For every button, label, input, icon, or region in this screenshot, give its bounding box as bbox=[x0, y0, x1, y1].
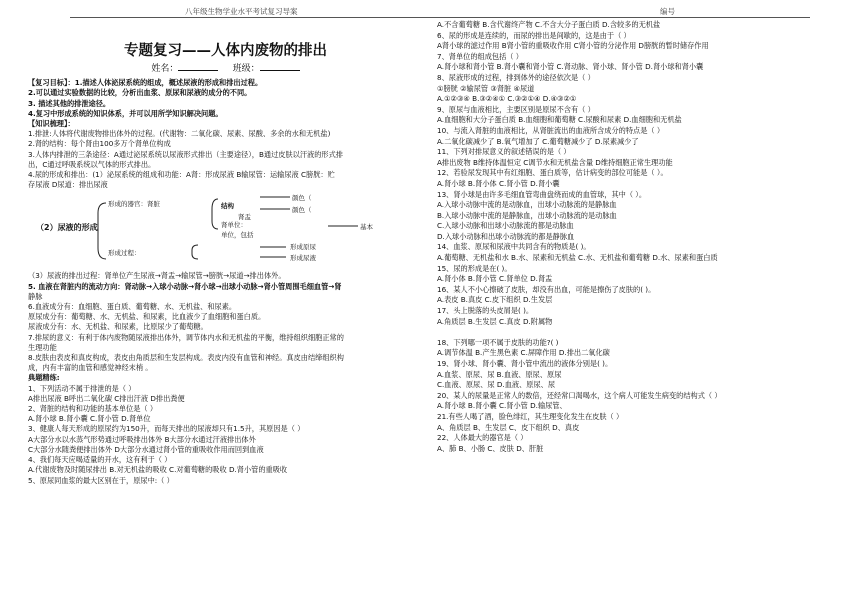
header-course: 八年级生物学业水平考试复习导案 bbox=[185, 7, 298, 16]
diagram-sub: 颜色（ bbox=[292, 206, 312, 215]
question-line: A.葡萄糖、无机盐和水 B.水、尿素和无机盐 C.水、无机盐和葡萄糖 D.水、尿素和蛋白质 bbox=[437, 253, 718, 263]
diagram-proc1: 形成原尿 bbox=[290, 243, 316, 252]
knowledge-line: 生理功能 bbox=[28, 342, 57, 352]
goals-title: 【复习目标】： bbox=[28, 78, 75, 88]
question-line: 1、下列活动不属于排泄的是（ ） bbox=[28, 383, 136, 393]
class-blank[interactable] bbox=[260, 70, 300, 71]
structure-bracket bbox=[212, 199, 218, 229]
diagram-sub: 颜色（ bbox=[292, 194, 312, 203]
question-line: 11、下列对排尿意义的叙述错误的是（ ） bbox=[437, 147, 571, 157]
knowledge-title: 【知识梳理】： bbox=[28, 119, 75, 129]
question-line: 8、尿液形成的过程，排到体外的途径依次是（ ） bbox=[437, 72, 595, 82]
question-line: 15、尿的形成是在( )。 bbox=[437, 263, 512, 273]
question-line: 19、肾小球、肾小囊、肾小管中流出的液体分别是( )。 bbox=[437, 359, 613, 368]
class-label: 班级： bbox=[232, 64, 260, 74]
diagram-organ: 形成的器官：肾脏 bbox=[108, 200, 160, 209]
question-line: A.不含葡萄糖 B.含代谢终产物 C.不含大分子蛋白质 D.含较多的无机盐 bbox=[437, 20, 661, 29]
knowledge-line: 3.人体内排泄的三条途径：A通过泌尿系统以尿液形式排出（主要途径），B通过皮肤以汗液的形式排 bbox=[28, 149, 343, 159]
question-line: 12、若验尿发现其中有红细胞、蛋白质等，估计病变的部位可能是（ ）。 bbox=[437, 168, 668, 178]
question-line: 13、肾小球是由许多毛细血管弯曲盘绕而成的血管球，其中（ ）。 bbox=[437, 189, 647, 199]
question-line: 9、原尿与血液相比，主要区别是原尿不含有（ ） bbox=[437, 104, 595, 114]
knowledge-line: 2.肾的结构：每个肾由100多万个肾单位构成 bbox=[28, 139, 171, 149]
question-line: C.入球小动脉和出球小动脉流的都是动脉血 bbox=[437, 221, 574, 231]
question-line: 10、与流入肾脏的血液相比，从肾脏流出的血液所含成分的特点是（ ） bbox=[437, 125, 665, 135]
question-line: A排出尿液 B呼出二氧化碳 C排出汗液 D排出粪便 bbox=[28, 393, 185, 403]
knowledge-line: 存尿液 D尿道：排出尿液 bbox=[28, 180, 108, 190]
knowledge-line: （3）尿液的排出过程：肾单位产生尿液→肾盂→输尿管→膀胱→尿道→排出体外。 bbox=[28, 271, 286, 281]
question-line: 3、健康人每天形成的原尿约为150升，而每天排出的尿液却只有1.5升，其原因是（ ） bbox=[28, 424, 305, 434]
question-line: 16、某人不小心擦破了皮肤，却没有出血，可能是擦伤了皮肤的( )。 bbox=[437, 284, 656, 294]
question-line: A.入球小动脉中流的是动脉血，出球小动脉流的是静脉血 bbox=[437, 200, 617, 210]
knowledge-line: 8.皮肤由表皮和真皮构成，表皮由角质层和生发层构成。表皮内没有血管和神经。真皮由结缔组织构 bbox=[28, 353, 344, 363]
practice-title: 典题精练: bbox=[28, 373, 60, 383]
goals-line bbox=[28, 78, 423, 88]
name-label: 姓名： bbox=[151, 64, 179, 74]
question-line: 20、某人的尿量是正常人的数倍，还经常口渴喝水，这个病人可能发生病变的结构式（ ） bbox=[437, 390, 722, 400]
right-column bbox=[437, 20, 842, 454]
question-line: 21.有些人喝了酒，脸色绯红，其生理变化发生在皮肤（ ） bbox=[437, 411, 624, 421]
knowledge-line: 静脉 bbox=[28, 291, 43, 301]
question-line: A.①②③④ B.③②④① C.③②①④ D.④③②① bbox=[437, 94, 577, 104]
question-line: 2、肾脏的结构和功能的基本单位是（ ） bbox=[28, 404, 158, 414]
question-line: A.肾小体 B.肾小管 C.肾单位 D.肾盂 bbox=[437, 274, 553, 284]
question-line: A.调节体温 B.产生黑色素 C.屏障作用 D.排出二氧化碳 bbox=[437, 348, 610, 358]
diagram-heading: （2）尿液的形成 bbox=[36, 223, 98, 233]
question-line: 7、肾单位的组成包括（ ） bbox=[437, 51, 523, 61]
left-column bbox=[28, 20, 423, 486]
question-line: A.肾小球 B.肾小体 C.肾小管 D.肾小囊 bbox=[437, 178, 560, 188]
question-line: ①膀胱 ②输尿管 ③肾脏 ④尿道 bbox=[437, 83, 535, 93]
header-rule bbox=[70, 17, 810, 18]
question-line: A大部分水以水蒸气形势通过呼吸排出体外 B大部分水通过汗液排出体外 bbox=[28, 434, 256, 444]
knowledge-line: 尿液成分有：水、无机盐、和尿素，比原尿少了葡萄糖。 bbox=[28, 322, 208, 332]
question-line: B.入球小动脉中流的是静脉血，出球小动脉流的是动脉血 bbox=[437, 210, 617, 220]
question-line: A.肾小球 B.肾小囊 C.肾小管 D.输尿管、 bbox=[437, 401, 567, 411]
question-line: A.血细胞和大分子蛋白质 B.血细胞和葡萄糖 C.尿酸和尿素 D.血细胞和无机盐 bbox=[437, 115, 682, 125]
diagram-unit-text: 基本 bbox=[360, 223, 373, 232]
header-number-label: 编号 bbox=[660, 7, 675, 16]
question-line: A.血浆、原尿、尿 B.血液、原尿、原尿 bbox=[437, 369, 562, 379]
question-line: 18、下列哪一项不属于皮肤的功能?( ) bbox=[437, 337, 559, 347]
question-line: A肾小球的滤过作用 B肾小管的重吸收作用 C肾小管的分泌作用 D膀胱的暂时储存作用 bbox=[437, 41, 709, 51]
question-line: D.入球小动脉和出球小动脉流的都是静脉血 bbox=[437, 231, 575, 241]
knowledge-line: 原尿成分有：葡萄糖、水、无机盐、和尿素，比血液少了血细胞和蛋白质。 bbox=[28, 312, 266, 322]
question-line: A.表皮 B.真皮 C.皮下组织 D.生发层 bbox=[437, 295, 553, 305]
knowledge-line: 6.血液成分有：血细胞、蛋白质、葡萄糖、水、无机盐、和尿素。 bbox=[28, 302, 237, 312]
diagram-unit: 肾单位： bbox=[221, 221, 247, 230]
question-line: A.二氧化碳减少了 B.氧气增加了 C.葡萄糖减少了 D.尿素减少了 bbox=[437, 136, 639, 146]
name-class-line bbox=[28, 64, 423, 74]
goal-item: 3. 描述其他的排泄途径。 bbox=[28, 98, 111, 108]
knowledge-line: 出，C通过呼吸系统以气体的形式排出。 bbox=[28, 159, 156, 169]
question-line: 22、人体最大的器官是（ ） bbox=[437, 433, 528, 443]
page-title: 专题复习——人体内废物的排出 bbox=[124, 43, 327, 59]
urine-formation-diagram bbox=[28, 193, 423, 267]
question-line: 6、尿的形成是连续的，而尿的排出是间歇的，这是由于（ ） bbox=[437, 30, 631, 40]
knowledge-line: 成，内有丰富的血管和感觉神经末梢 。 bbox=[28, 363, 153, 373]
knowledge-line: 5. 血液在肾脏内的流动方向：肾动脉→入球小动脉→肾小球→出球小动脉→肾小管周围毛细血管→肾 bbox=[28, 281, 342, 291]
diagram-proc2: 形成尿液 bbox=[290, 254, 316, 263]
diagram-sub: 肾盂 bbox=[238, 213, 251, 222]
question-line: A.角质层 B.生发层 C.真皮 D.附属物 bbox=[437, 316, 553, 326]
goal-item: 1.描述人体泌尿系统的组成，概述尿液的形成和排出过程。 bbox=[74, 78, 263, 88]
question-line: A.代谢废物及时随尿排出 B.对无机盐的吸收 C.对葡萄糖的吸收 D.肾小管的重吸收 bbox=[28, 465, 288, 475]
diagram-unit-text2: 单位，包括 bbox=[221, 231, 254, 240]
knowledge-line: 1.排泄:人体将代谢废物排出体外的过程。(代谢物：二氧化碳、尿素、尿酸、多余的水和无机盐) bbox=[28, 129, 331, 139]
question-line: 5、原尿同血浆的最大区别在于，原尿中:（ ） bbox=[28, 475, 174, 485]
question-line: A、肺 B、小肠 C、皮肤 D、肝脏 bbox=[437, 443, 544, 453]
question-line bbox=[437, 327, 842, 338]
knowledge-line: 4.尿的形成和排出：(1）泌尿系统的组成和功能：A肾：形成尿液 B输尿管：运输尿液 C膀胱：贮 bbox=[28, 170, 335, 180]
question-line: C.血液、原尿、尿 D.血液、原尿、尿 bbox=[437, 380, 556, 390]
name-blank[interactable] bbox=[178, 70, 218, 71]
question-line: 4、我们每天应喝适量的开水，这有利于（ ） bbox=[28, 455, 172, 465]
question-line: A、角质层 B、生发层 C、皮下组织 D、真皮 bbox=[437, 422, 580, 432]
question-line: 14、血浆、原尿和尿液中共同含有的物质是( )。 bbox=[437, 242, 591, 252]
diagram-process: 形成过程： bbox=[108, 249, 141, 258]
goal-item: 4.复习中形成系统的知识体系，并可以用所学知识解决问题。 bbox=[28, 108, 223, 118]
diagram-structure: 结构 bbox=[221, 202, 234, 211]
question-line: A.肾小球 B.肾小囊 C.肾小管 D.肾单位 bbox=[28, 414, 151, 424]
question-line: C大部分水随粪便排出体外 D大部分水通过肾小管的重吸收作用而回到血液 bbox=[28, 444, 264, 454]
question-line: A.肾小球和肾小管 B.肾小囊和肾小管 C.肾动脉、肾小球、肾小管 D.肾小球和肾小囊 bbox=[437, 62, 704, 72]
goal-item: 2.可以通过实验数据的比较，分析出血浆、原尿和尿液的成分的不同。 bbox=[28, 88, 252, 98]
question-line: A排出废物 B维持体温恒定 C调节水和无机盐含量 D维持细胞正常生理功能 bbox=[437, 157, 673, 167]
knowledge-line: 7.排尿的意义：有利于体内废物随尿液排出体外，调节体内水和无机盐的平衡，维持组织细胞正常的 bbox=[28, 332, 344, 342]
question-line: 17、头上脱落的头皮屑是( )。 bbox=[437, 306, 534, 316]
main-bracket bbox=[98, 203, 106, 259]
